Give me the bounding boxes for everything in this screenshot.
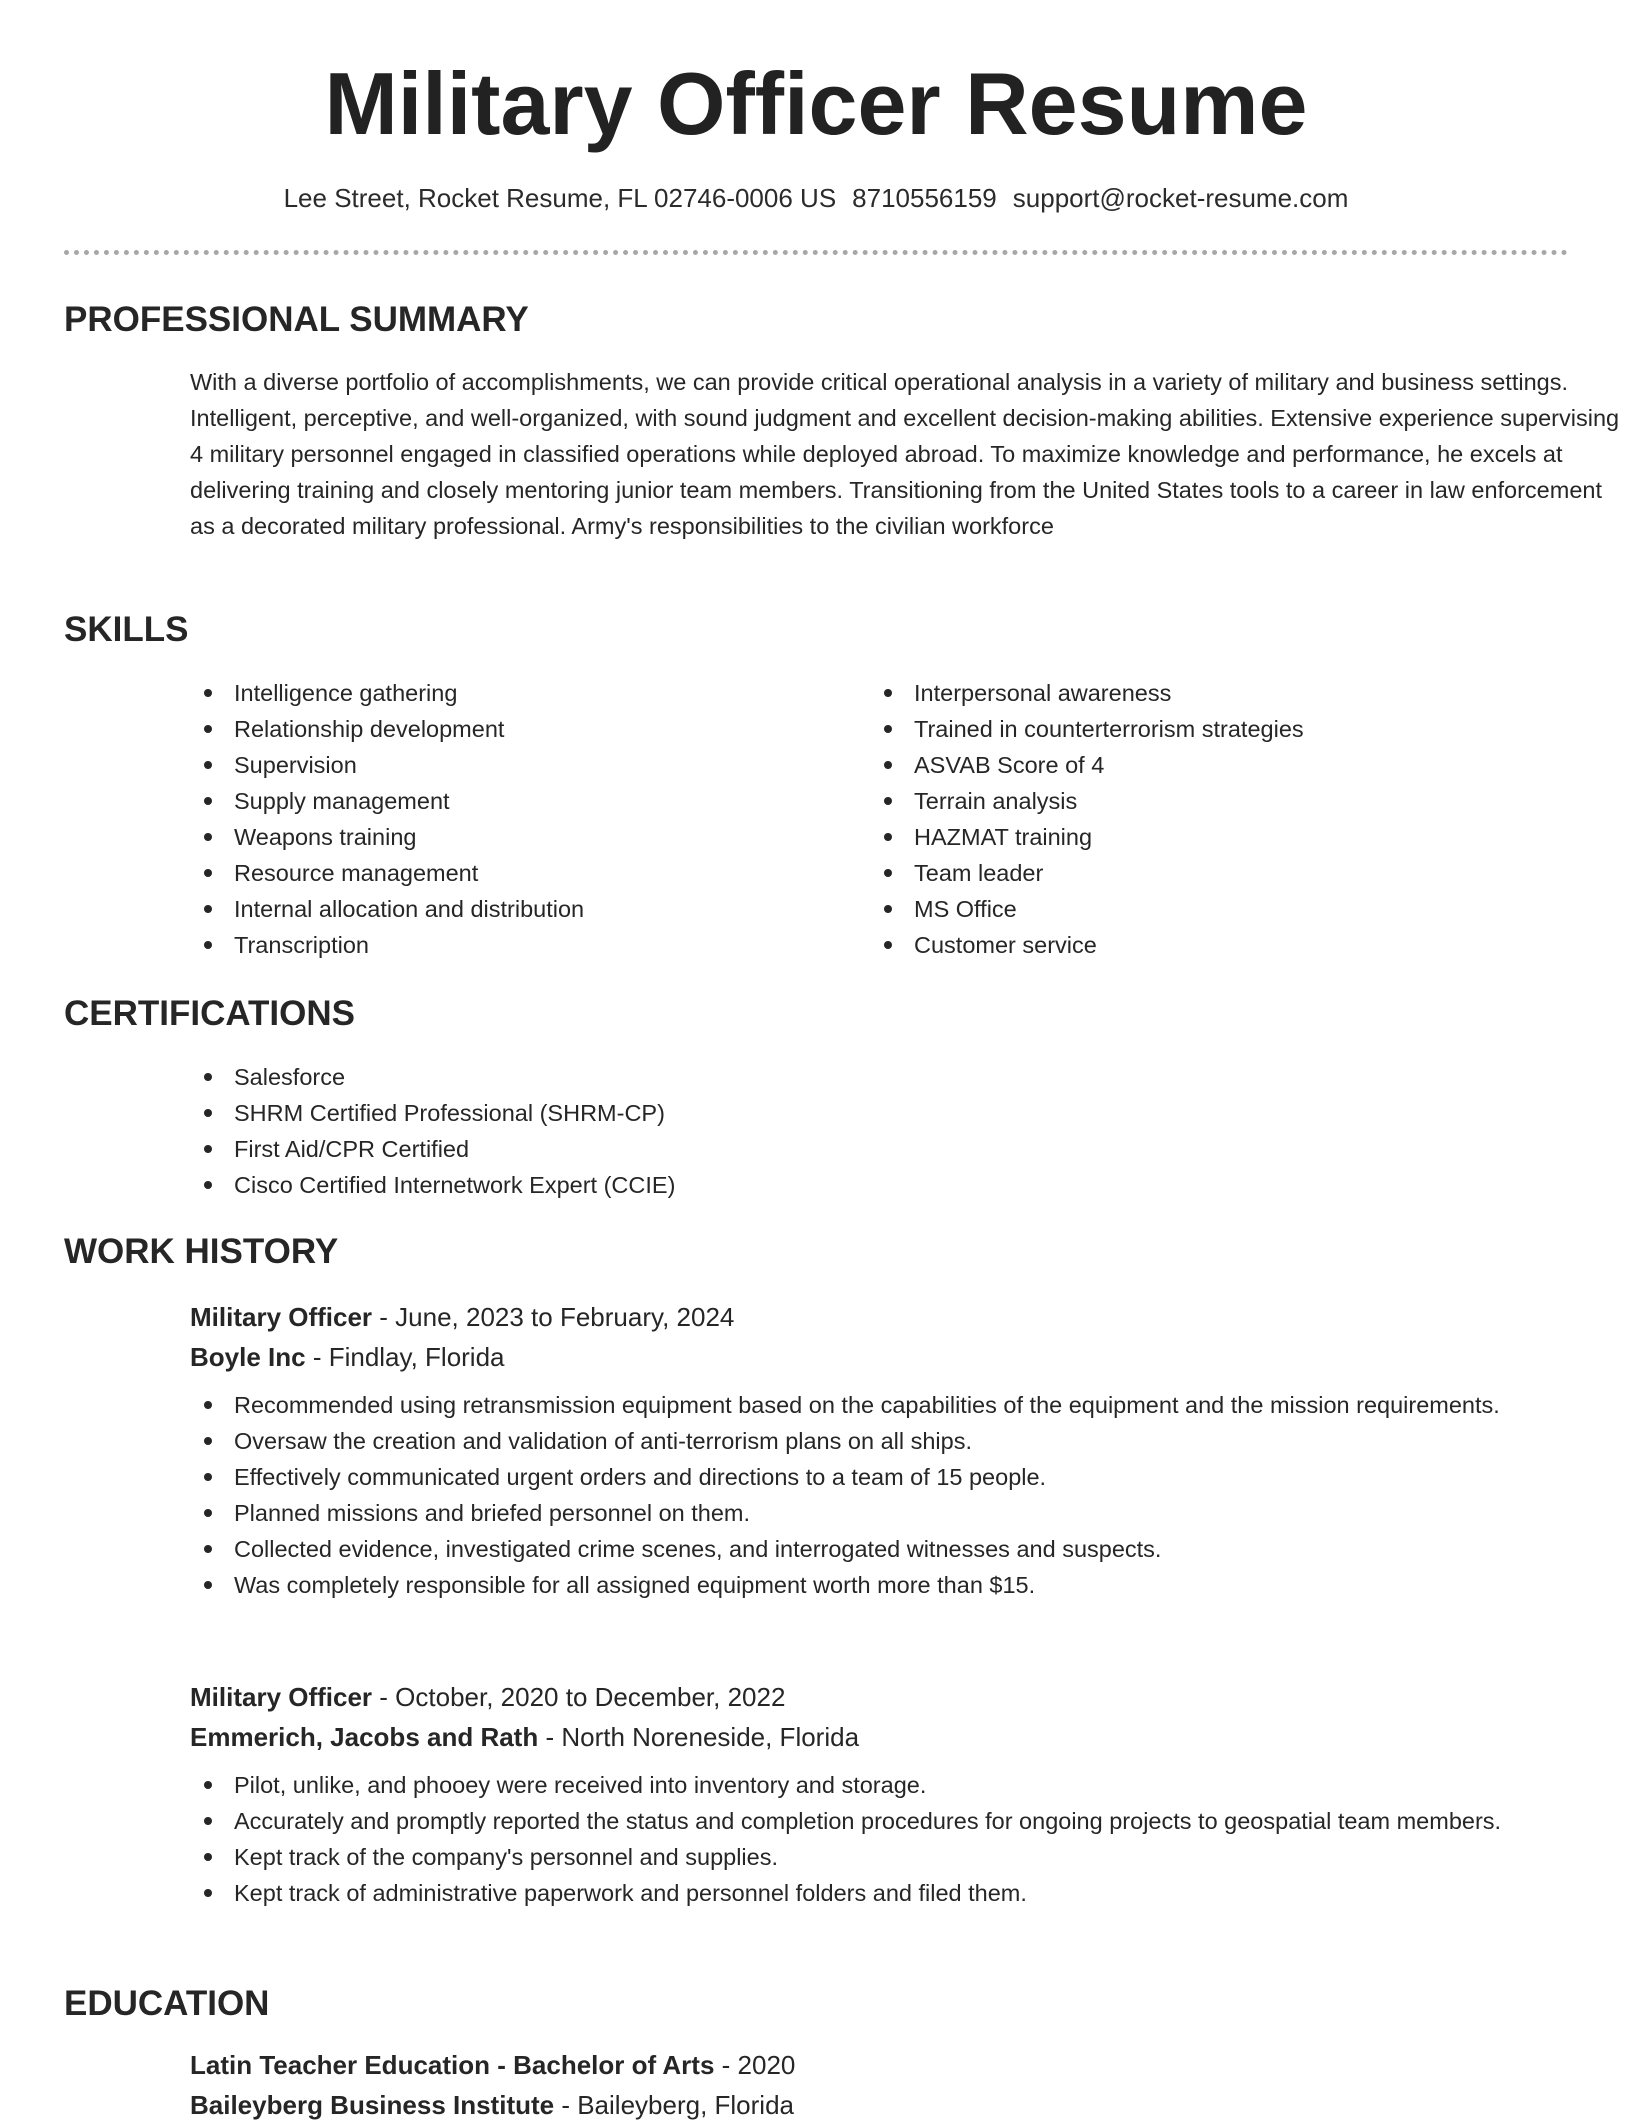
bullet-dot — [884, 833, 892, 841]
job-company: Emmerich, Jacobs and Rath — [190, 1722, 539, 1752]
bullet-dot — [204, 1437, 212, 1445]
certification-item — [190, 1095, 1090, 1131]
bullet-dot — [204, 1545, 212, 1553]
bullet-dot — [204, 869, 212, 877]
skill-item — [870, 747, 1570, 783]
skill-label: Customer service — [914, 932, 1097, 958]
job-role: Military Officer — [190, 1682, 373, 1712]
summary-text: With a diverse portfolio of accomplishments, we can provide critical operational analysis in a variety of military and business settings. Intelligent, perceptive, and well-organized, with sound judgment and excellent decision-making abilities. Extensive experience supervising 4 military personnel engaged in classified operations while deployed abroad. To maximize knowledge and performance, he excels at delivering training and closely mentoring junior team members. Transitioning from the United States tools to a career in law enforcement as a decorated military professional. Army's responsibilities to the civilian workforce — [190, 369, 1620, 539]
contact-address: Lee Street, Rocket Resume, FL 02746-0006 US — [283, 183, 837, 213]
certification-label: SHRM Certified Professional (SHRM-CP) — [234, 1100, 665, 1126]
job-bullet-text: Kept track of administrative paperwork and personnel folders and filed them. — [234, 1880, 1027, 1906]
bullet-dot — [204, 1781, 212, 1789]
job-bullet-text: Planned missions and briefed personnel on them. — [234, 1500, 751, 1526]
summary-heading: PROFESSIONAL SUMMARY — [64, 300, 529, 339]
education-school-line — [190, 2085, 1568, 2125]
bullet-dot — [204, 797, 212, 805]
skill-label: Team leader — [914, 860, 1044, 886]
education-degree: Latin Teacher Education - Bachelor of Arts — [190, 2050, 715, 2080]
skills-heading: SKILLS — [64, 610, 189, 649]
bullet-dot — [204, 761, 212, 769]
job-title-line — [190, 1297, 1568, 1337]
education-degree-line — [190, 2045, 1568, 2085]
job-bullets — [190, 1387, 1568, 1603]
certification-item — [190, 1131, 1090, 1167]
bullet-dot — [204, 689, 212, 697]
job-company: Boyle Inc — [190, 1342, 306, 1372]
bullet-dot — [884, 905, 892, 913]
job-entry — [190, 1677, 1568, 1911]
job-bullet-text: Kept track of the company's personnel and supplies. — [234, 1844, 778, 1870]
bullet-dot — [204, 1509, 212, 1517]
job-bullet-text: Accurately and promptly reported the status and completion procedures for ongoing projects to geospatial team members. — [234, 1808, 1502, 1834]
skill-item — [870, 855, 1570, 891]
job-bullet-text: Was completely responsible for all assigned equipment worth more than $15. — [234, 1572, 1036, 1598]
education-school: Baileyberg Business Institute — [190, 2090, 555, 2120]
skill-item — [190, 891, 830, 927]
skill-item — [870, 891, 1570, 927]
skill-label: HAZMAT training — [914, 824, 1093, 850]
job-bullet — [190, 1531, 1568, 1567]
bullet-dot — [204, 1073, 212, 1081]
job-bullet — [190, 1767, 1568, 1803]
job-bullet — [190, 1803, 1568, 1839]
job-bullet-text: Effectively communicated urgent orders and directions to a team of 15 people. — [234, 1464, 1047, 1490]
education-location: - Baileyberg, Florida — [554, 2090, 794, 2120]
bullet-dot — [204, 725, 212, 733]
certification-label: Cisco Certified Internetwork Expert (CCIE) — [234, 1172, 676, 1198]
skill-item — [190, 819, 830, 855]
skill-item — [190, 927, 830, 963]
bullet-dot — [204, 1889, 212, 1897]
contact-phone: 8710556159 — [852, 183, 997, 213]
skill-label: Weapons training — [234, 824, 417, 850]
skills-list-right — [870, 675, 1570, 963]
skill-label: Internal allocation and distribution — [234, 896, 585, 922]
job-bullet — [190, 1423, 1568, 1459]
skill-label: MS Office — [914, 896, 1017, 922]
bullet-dot — [884, 689, 892, 697]
skill-item — [190, 747, 830, 783]
job-dates: - June, 2023 to February, 2024 — [372, 1302, 735, 1332]
bullet-dot — [204, 1817, 212, 1825]
bullet-dot — [204, 941, 212, 949]
job-location: - North Noreneside, Florida — [538, 1722, 860, 1752]
skill-item — [190, 675, 830, 711]
bullet-dot — [204, 1853, 212, 1861]
job-company-line — [190, 1717, 1568, 1757]
contact-line — [64, 180, 1568, 216]
bullet-dot — [884, 761, 892, 769]
certifications-list — [190, 1059, 1090, 1203]
skill-label: Terrain analysis — [914, 788, 1078, 814]
certification-label: Salesforce — [234, 1064, 346, 1090]
bullet-dot — [884, 941, 892, 949]
job-bullet-text: Oversaw the creation and validation of anti-terrorism plans on all ships. — [234, 1428, 973, 1454]
skill-item — [870, 783, 1570, 819]
job-role: Military Officer — [190, 1302, 373, 1332]
skill-label: Intelligence gathering — [234, 680, 458, 706]
skill-item — [190, 711, 830, 747]
skill-item — [870, 819, 1570, 855]
bullet-dot — [204, 833, 212, 841]
education-year: - 2020 — [714, 2050, 796, 2080]
resume-title: Military Officer Resume — [324, 54, 1308, 153]
job-bullet — [190, 1567, 1568, 1603]
bullet-dot — [204, 1473, 212, 1481]
skill-label: Supply management — [234, 788, 450, 814]
bullet-dot — [204, 1401, 212, 1409]
job-bullet-text: Collected evidence, investigated crime scenes, and interrogated witnesses and suspects. — [234, 1536, 1162, 1562]
skill-label: Transcription — [234, 932, 369, 958]
bullet-dot — [884, 869, 892, 877]
bullet-dot — [204, 1109, 212, 1117]
skill-item — [870, 927, 1570, 963]
skill-label: Interpersonal awareness — [914, 680, 1172, 706]
job-bullet-text: Recommended using retransmission equipment based on the capabilities of the equipment and the mission requirements. — [234, 1392, 1500, 1418]
skill-label: Supervision — [234, 752, 357, 778]
header-divider — [64, 250, 1568, 255]
job-entry — [190, 1297, 1568, 1603]
job-bullet-text: Pilot, unlike, and phooey were received into inventory and storage. — [234, 1772, 927, 1798]
education-heading: EDUCATION — [64, 1984, 270, 2023]
certifications-heading: CERTIFICATIONS — [64, 994, 356, 1033]
skill-label: ASVAB Score of 4 — [914, 752, 1105, 778]
skill-label: Resource management — [234, 860, 479, 886]
bullet-dot — [204, 905, 212, 913]
job-title-line — [190, 1677, 1568, 1717]
education-entry — [190, 2045, 1568, 2125]
skill-item — [190, 855, 830, 891]
certification-label: First Aid/CPR Certified — [234, 1136, 470, 1162]
job-bullet — [190, 1495, 1568, 1531]
job-company-line — [190, 1337, 1568, 1377]
job-bullet — [190, 1839, 1568, 1875]
certification-item — [190, 1059, 1090, 1095]
skill-item — [870, 675, 1570, 711]
job-location: - Findlay, Florida — [305, 1342, 505, 1372]
work-history-heading: WORK HISTORY — [64, 1232, 339, 1271]
skill-label: Relationship development — [234, 716, 505, 742]
skill-item — [190, 783, 830, 819]
bullet-dot — [204, 1181, 212, 1189]
skill-item — [870, 711, 1570, 747]
bullet-dot — [204, 1581, 212, 1589]
skill-label: Trained in counterterrorism strategies — [914, 716, 1304, 742]
job-dates: - October, 2020 to December, 2022 — [372, 1682, 786, 1712]
job-bullet — [190, 1387, 1568, 1423]
job-bullet — [190, 1875, 1568, 1911]
bullet-dot — [884, 797, 892, 805]
bullet-dot — [884, 725, 892, 733]
contact-email[interactable]: support@rocket-resume.com — [1012, 183, 1349, 213]
skills-list-left — [190, 675, 830, 963]
job-bullets — [190, 1767, 1568, 1911]
job-bullet — [190, 1459, 1568, 1495]
certification-item — [190, 1167, 1090, 1203]
bullet-dot — [204, 1145, 212, 1153]
